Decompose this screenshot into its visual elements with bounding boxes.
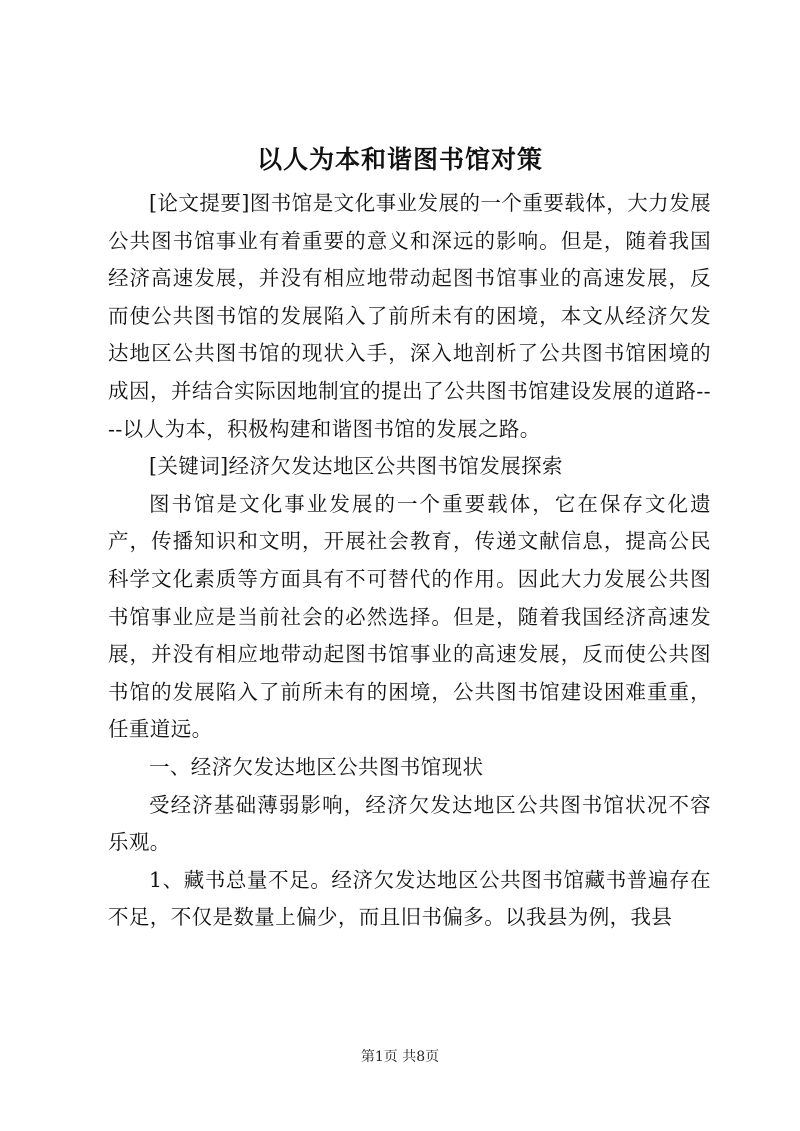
intro-paragraph: 图书馆是文化事业发展的一个重要载体，它在保存文化遗产，传播知识和文明，开展社会教育，传递文献信息，提高公民科学文化素质等方面具有不可替代的作用。因此大力发展公共图书馆事业应是当前社会的必然选择。但是，随着我国经济高速发展，并没有相应地带动起图书馆事业的高速发展，反而使公共图书馆的发展陷入了前所未有的困境，公共图书馆建设困难重重，任重道远。	[108, 491, 711, 742]
page-footer	[0, 1046, 800, 1066]
keywords-paragraph: [关键词]经济欠发达地区公共图书馆发展探索	[149, 454, 563, 479]
abstract-paragraph: [论文提要]图书馆是文化事业发展的一个重要载体，大力发展公共图书馆事业有着重要的意义和深远的影响。但是，随着我国经济高速发展，并没有相应地带动起图书馆事业的高速发展，反而使公共图书馆的发展陷入了前所未有的困境，本文从经济欠发达地区公共图书馆的现状入手，深入地剖析了公共图书馆困境的成因，并结合实际因地制宜的提出了公共图书馆建设发展的道路----以人为本，积极构建和谐图书馆的发展之路。	[108, 191, 711, 441]
section-paragraph: 受经济基础薄弱影响，经济欠发达地区公共图书馆状况不容乐观。	[108, 792, 711, 855]
document-body	[108, 185, 711, 937]
page-number-label: 第1页 共8页	[360, 1049, 440, 1065]
section-heading: 一、经济欠发达地区公共图书馆现状	[149, 754, 484, 779]
subsection-paragraph: 1、藏书总量不足。经济欠发达地区公共图书馆藏书普遍存在不足，不仅是数量上偏少，而且旧书偏多。以我县为例，我县	[108, 867, 711, 930]
document-title: 以人为本和谐图书馆对策	[256, 145, 543, 174]
